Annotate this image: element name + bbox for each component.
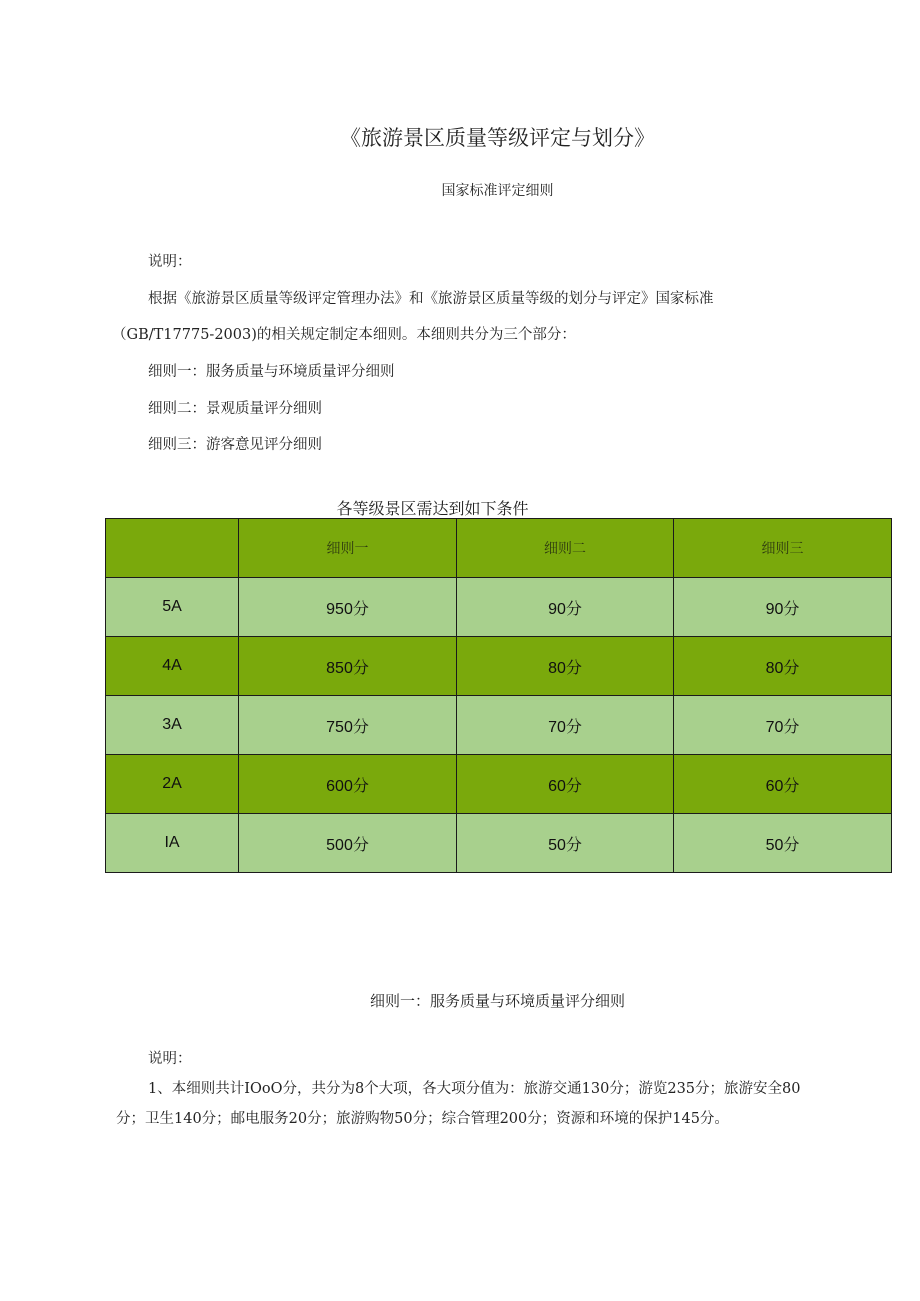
document-subtitle: 国家标准评定细则 <box>441 183 554 199</box>
table-header-row <box>106 519 892 578</box>
grade-cell: IA <box>106 814 239 873</box>
header-cell-rule-2: 细则二 <box>457 519 674 578</box>
intro-label: 说明： <box>148 254 192 270</box>
section-line-1: 1、本细则共计IOoO分，共分为8个大项，各大项分值为：旅游交通130分；游览235分；旅游安全80 <box>148 1081 801 1097</box>
score-cell: 60分 <box>457 755 674 814</box>
document-title: 《旅游景区质量等级评定与划分》 <box>340 126 655 150</box>
score-cell: 60分 <box>674 755 892 814</box>
score-cell: 600分 <box>239 755 457 814</box>
header-cell-empty <box>106 519 239 578</box>
score-cell: 950分 <box>239 578 457 637</box>
table-caption: 各等级景区需达到如下条件 <box>336 499 529 518</box>
table-row <box>106 696 892 755</box>
section-label: 说明： <box>148 1051 192 1067</box>
intro-item-2: 细则二：景观质量评分细则 <box>148 401 322 417</box>
score-cell: 90分 <box>457 578 674 637</box>
score-cell: 50分 <box>674 814 892 873</box>
intro-item-1: 细则一：服务质量与环境质量评分细则 <box>148 364 395 380</box>
section-line-2: 分；卫生140分；邮电服务20分；旅游购物50分；综合管理200分；资源和环境的保护145分。 <box>116 1111 729 1127</box>
grade-requirements-table <box>105 518 892 873</box>
score-cell: 80分 <box>674 637 892 696</box>
score-cell: 80分 <box>457 637 674 696</box>
score-cell: 70分 <box>457 696 674 755</box>
grade-cell: 2A <box>106 755 239 814</box>
intro-item-3: 细则三：游客意见评分细则 <box>148 437 322 453</box>
table-row <box>106 578 892 637</box>
section-title: 细则一：服务质量与环境质量评分细则 <box>369 992 625 1010</box>
score-cell: 750分 <box>239 696 457 755</box>
table-row <box>106 755 892 814</box>
intro-line-1: 根据《旅游景区质量等级评定管理办法》和《旅游景区质量等级的划分与评定》国家标准 <box>148 291 714 307</box>
intro-line-2: （GB/T17775-2003)的相关规定制定本细则。本细则共分为三个部分： <box>112 327 576 343</box>
score-cell: 850分 <box>239 637 457 696</box>
score-cell: 500分 <box>239 814 457 873</box>
table-row <box>106 814 892 873</box>
header-cell-rule-1: 细则一 <box>239 519 457 578</box>
score-cell: 70分 <box>674 696 892 755</box>
grade-cell: 4A <box>106 637 239 696</box>
score-cell: 90分 <box>674 578 892 637</box>
grade-cell: 5A <box>106 578 239 637</box>
header-cell-rule-3: 细则三 <box>674 519 892 578</box>
score-cell: 50分 <box>457 814 674 873</box>
table-row <box>106 637 892 696</box>
grade-cell: 3A <box>106 696 239 755</box>
